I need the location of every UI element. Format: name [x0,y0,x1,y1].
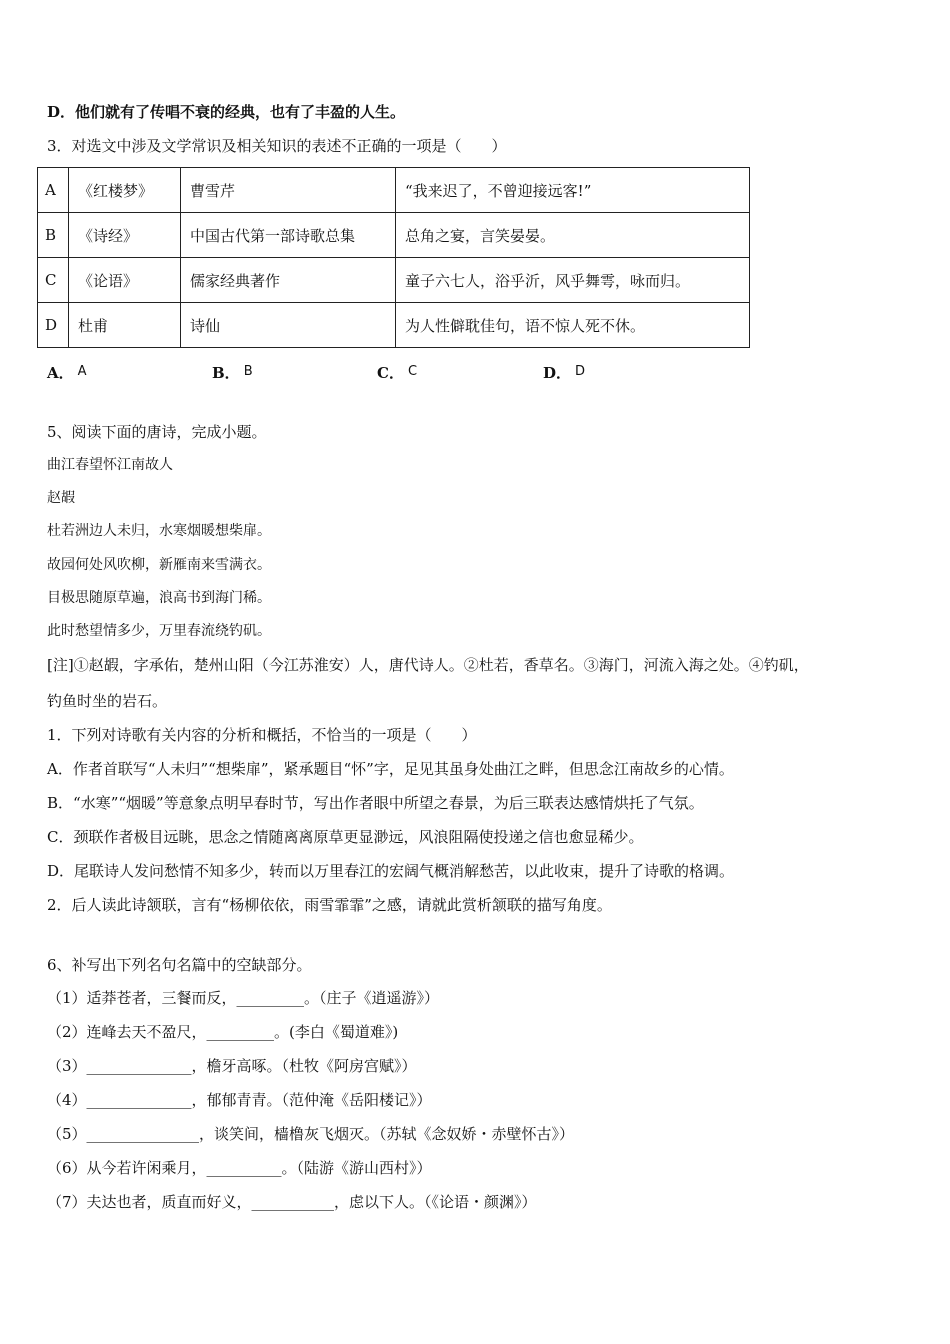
table-cell: 《红楼梦》 [69,168,181,213]
answer-value: A [77,364,87,379]
fill-blank-item[interactable]: （7）夫达也者，质直而好义，___________，虑以下人。（《论语・颜渊》） [47,1193,537,1211]
poem-line: 故园何处风吹柳，新雁南来雪满衣。 [47,557,271,573]
q6-stem: 6、补写出下列名句名篇中的空缺部分。 [47,956,312,974]
fill-blank-item[interactable]: （3）______________，檐牙高啄。（杜牧《阿房宫赋》） [47,1057,417,1075]
q5-stem: 5、阅读下面的唐诗，完成小题。 [47,423,267,441]
table-cell: 中国古代第一部诗歌总集 [181,213,396,258]
q5-option-c[interactable]: C．颈联作者极目远眺，思念之情随离离原草更显渺远，风浪阻隔使投递之信也愈显稀少。 [47,828,644,846]
poem-line: 此时愁望情多少，万里春流绕钓矶。 [47,623,271,639]
table-cell: C [38,258,69,303]
table-cell: 诗仙 [181,303,396,348]
prev-option-d: D．他们就有了传唱不衰的经典，也有了丰盈的人生。 [47,103,406,121]
table-cell: A [38,168,69,213]
fill-blank-item[interactable]: （4）______________，郁郁青青。（范仲淹《岳阳楼记》） [47,1091,432,1109]
table-row [38,258,750,303]
table-row [38,168,750,213]
q5-option-a[interactable]: A．作者首联写“人未归”“想柴扉”，紧承题目“怀”字，足见其虽身处曲江之畔，但思念江南故乡的心情。 [47,760,734,778]
table-cell: D [38,303,69,348]
q5-option-d[interactable]: D．尾联诗人发问愁情不知多少，转而以万里春江的宏阔气概消解愁苦，以此收束，提升了诗歌的格调。 [47,862,735,880]
answer-value: C [407,364,418,379]
poem-note: [注]①赵嘏，字承佑，楚州山阳（今江苏淮安）人，唐代诗人。②杜若，香草名。③海门，河流入海之处。④钓矶， [47,656,809,674]
fill-blank-item[interactable]: （6）从今若许闲乘月，__________。（陆游《游山西村》） [47,1159,432,1177]
table-cell: 总角之宴，言笑晏晏。 [396,213,750,258]
answer-letter: A． [47,364,74,382]
table-cell: “我来迟了，不曾迎接远客!” [396,168,750,213]
q3-stem: 3．对选文中涉及文学常识及相关知识的表述不正确的一项是（ ） [47,137,507,155]
table-row [38,213,750,258]
poem-note-cont: 钓鱼时坐的岩石。 [47,692,168,710]
answer-letter: C． [377,364,404,382]
table-cell: 童子六七人，浴乎沂，风乎舞雩，咏而归。 [396,258,750,303]
answer-letter: D． [543,364,572,382]
poem-line: 目极思随原草遍，浪高书到海门稀。 [47,590,271,606]
answer-value: D [575,364,586,379]
answer-option-d[interactable] [543,362,585,383]
table-cell: 杜甫 [69,303,181,348]
table-cell: 为人性僻耽佳句，语不惊人死不休。 [396,303,750,348]
poem-line: 杜若洲边人未归，水寒烟暖想柴扉。 [47,523,271,539]
table-cell: 《论语》 [69,258,181,303]
fill-blank-item[interactable]: （2）连峰去天不盈尺，_________。(李白《蜀道难》) [47,1023,399,1041]
table-cell: 《诗经》 [69,213,181,258]
q5-sub1-stem: 1．下列对诗歌有关内容的分析和概括，不恰当的一项是（ ） [47,726,477,744]
table-cell: B [38,213,69,258]
q5-sub2-stem: 2．后人读此诗颔联，言有“杨柳依依，雨雪霏霏”之感，请就此赏析颔联的描写角度。 [47,896,612,914]
answer-value: B [243,364,253,379]
table-row [38,303,750,348]
answer-letter: B． [212,364,240,382]
answer-option-a[interactable] [47,362,87,383]
table-cell: 曹雪芹 [181,168,396,213]
q3-table [37,167,750,348]
q5-option-b[interactable]: B．“水寒”“烟暖”等意象点明早春时节，写出作者眼中所望之春景，为后三联表达感情烘托了气氛。 [47,794,704,812]
poem-title: 曲江春望怀江南故人 [47,457,173,473]
fill-blank-item[interactable]: （1）适莽苍者，三餐而反，_________。（庄子《逍遥游》） [47,989,440,1007]
fill-blank-item[interactable]: （5）_______________，谈笑间，樯橹灰飞烟灭。（苏轼《念奴娇・赤壁怀古》） [47,1125,575,1143]
answer-option-b[interactable] [212,362,253,383]
table-cell: 儒家经典著作 [181,258,396,303]
poem-author: 赵嘏 [47,490,75,506]
answer-option-c[interactable] [377,362,417,383]
